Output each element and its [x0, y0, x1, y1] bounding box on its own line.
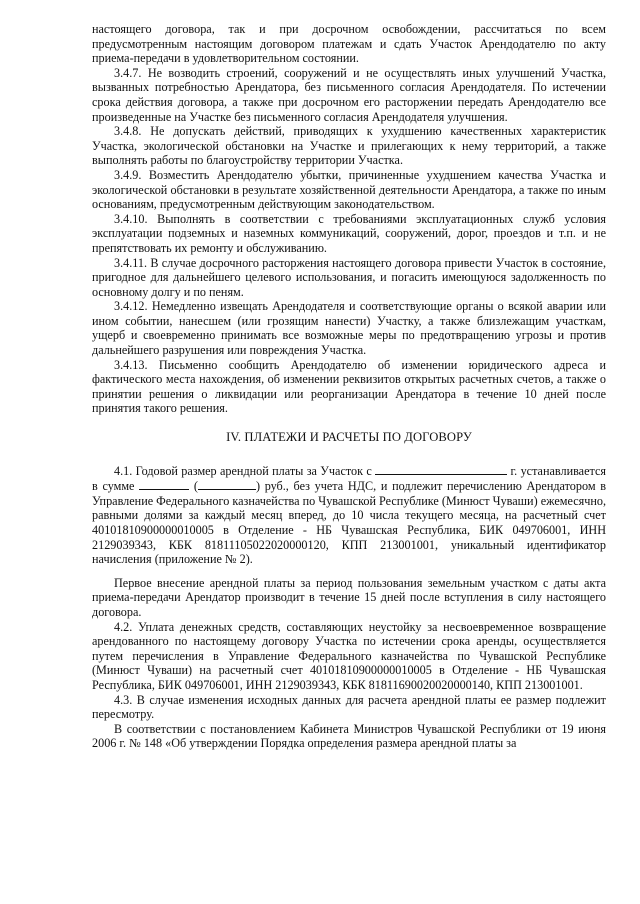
clause-3-4-12: 3.4.12. Немедленно извещать Арендодателя и соответствующие органы о всякой аварии или ином событии, нанесшем (или грозящим нанести) Участку, а также близлежащим участкам, ущерб и своевременно принимать все возможные меры по предотвращению угрозы и против дальнейшего разрушения или повреждения Участка.	[92, 299, 606, 358]
clause-4-1-text-c: (	[193, 479, 198, 494]
first-payment-paragraph: Первое внесение арендной платы за период пользования земельным участком с даты акта приема-передачи Арендатор производит в течение 15 дней после вступления в силу настоящего договора.	[92, 575, 606, 619]
clause-4-1	[92, 463, 606, 567]
resolution-paragraph: В соответствии с постановлением Кабинета Министров Чувашской Республики от 19 июня 2006 г. № 148 «Об утверждении Порядка определения размера арендной платы за	[92, 721, 606, 751]
amount-words-blank	[198, 478, 256, 490]
paragraph-continuation: настоящего договора, так и при досрочном освобождении, рассчитаться по всем предусмотренным настоящим договором платежам и сдать Участок Арендодателю по акту приема-передачи в удовлетворительном состоянии.	[92, 22, 606, 66]
clause-3-4-9: 3.4.9. Возместить Арендодателю убытки, причиненные ухудшением качества Участка и экологической обстановки в результате хозяйственной деятельности Арендатора, а также по иным основаниям, предусмотренным действующим законодательством.	[92, 167, 606, 212]
amount-blank	[139, 478, 189, 490]
clause-3-4-11: 3.4.11. В случае досрочного расторжения настоящего договора привести Участок в состояние, пригодное для дальнейшего целевого использования, и погасить имеющуюся задолженность по основному долгу и по пеням.	[92, 255, 606, 299]
clause-3-4-10: 3.4.10. Выполнять в соответствии с требованиями эксплуатационных служб условия эксплуатации подземных и наземных коммуникаций, сооружений, дорог, проездов и т.п. и не препятствовать их ремонту и обслуживанию.	[92, 211, 606, 255]
clause-4-1-text-b: г. устанавливается в сумме	[92, 463, 606, 494]
clause-3-4-13: 3.4.13. Письменно сообщить Арендодателю об изменении юридического адреса и фактического места нахождения, об изменении реквизитов открытых расчетных счетов, а также о принятии решения о ликвидации или реорганизации Арендатора в течение 10 дней после принятия такого решения.	[92, 357, 606, 416]
spacer	[92, 567, 606, 576]
clause-3-4-7: 3.4.7. Не возводить строений, сооружений и не осуществлять иных улучшений Участка, вызванных потребностью Арендатора, без письменного согласия Арендодателя. По истечении срока действия договора, а также при досрочном его расторжении передать Арендодателю все произведенные на Участке без письменного согласия Арендодателя улучшения.	[92, 65, 606, 124]
clause-4-3: 4.3. В случае изменения исходных данных для расчета арендной платы ее размер подлежит пересмотру.	[92, 692, 606, 722]
section-heading: IV. ПЛАТЕЖИ И РАСЧЕТЫ ПО ДОГОВОРУ	[226, 430, 472, 445]
clause-4-1-text-a: 4.1. Годовой размер арендной платы за Участок с	[114, 463, 372, 478]
clause-3-4-8: 3.4.8. Не допускать действий, приводящих к ухудшению качественных характеристик Участка, экологической обстановки на Участке и прилегающих к нему территорий, а также выполнять работы по благоустройству территории Участка.	[92, 124, 606, 168]
clause-4-2: 4.2. Уплата денежных средств, составляющих неустойку за несвоевременное возвращение арендованного по настоящему договору Участка по истечении срока аренды, осуществляется путем перечисления в Управление Федерального казначейства по Чувашской Республике (Минюст Чуваши) на расчетный счет 40101810900000010005 в Отделение - НБ Чувашская Республика, БИК 049706001, ИНН 2129039343, КБК 81811690020020000140, КПП 213001001.	[92, 619, 606, 692]
clause-4-1-text-d: ) руб., без учета НДС, и подлежит перечислению Арендатором в Управление Федерального казначейства по Чувашской Республике (Минюст Чуваши) ежемесячно, равными долями за каждый месяц вперед, до 10 числа текущего месяца, на расчетный счет 40101810900000010005 в Отделение - НБ Чувашская Республика, БИК 049706001, ИНН 2129039343, КБК 81811105022020000120, КПП 213001001, уникальный идентификатор начисления (приложение № 2).	[92, 479, 607, 567]
date-blank	[375, 463, 507, 475]
